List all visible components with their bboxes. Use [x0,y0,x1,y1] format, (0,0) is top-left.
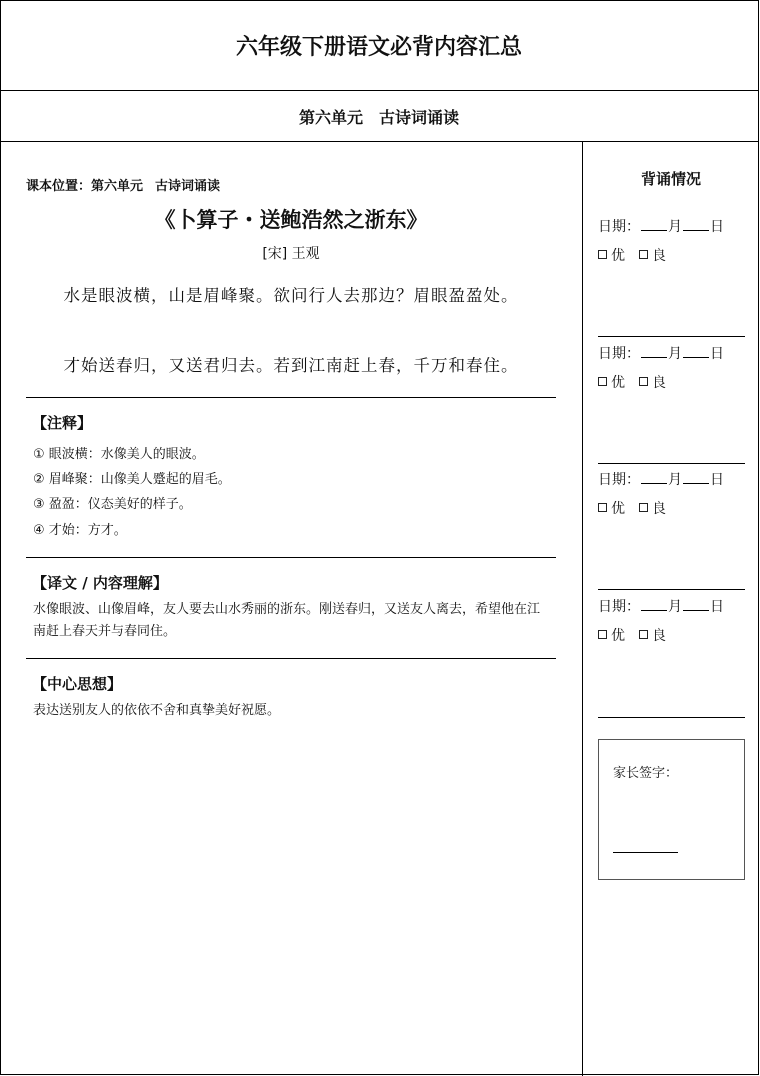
checkbox-good[interactable]: 良 [639,248,666,264]
unit-label: 第六单元 [298,107,363,127]
textbook-location [26,175,220,194]
note-item-4: ④ 才始：方才。 [33,523,127,538]
rating-options [598,372,666,392]
rating-options [598,625,666,645]
checkbox-excellent[interactable]: 优 [598,375,625,391]
checkbox-good[interactable]: 良 [639,375,666,391]
checkbox-excellent[interactable]: 优 [598,248,625,264]
theme-text: 表达送别友人的依依不舍和真挚美好祝愿。 [33,703,281,718]
rating-options [598,245,666,265]
poem-line-2: 才始送春归，又送君归去。若到江南赶上春，千万和春住。 [63,356,519,375]
unit-topic: 古诗词诵读 [379,107,460,127]
date-field[interactable]: 日期： 月 日 [598,216,724,236]
translation-text: 水像眼波、山像眉峰，友人要去山水秀丽的浙东。刚送春归，又送友人离去，希望他在江南赶上春天并与春同住。 [33,602,541,639]
recitation-divider [598,589,745,590]
recitation-divider [598,463,745,464]
signature-line[interactable] [613,852,678,853]
poem-line-1: 水是眼波横，山是眉峰聚。欲问行人去那边？眉眼盈盈处。 [63,286,519,305]
column-divider [582,142,583,1076]
checkbox-good[interactable]: 良 [639,628,666,644]
checkbox-excellent[interactable]: 优 [598,501,625,517]
date-field[interactable]: 日期： 月 日 [598,596,724,616]
section-divider [26,658,556,659]
recitation-divider [598,717,745,718]
rating-options [598,498,666,518]
unit-header [0,91,758,142]
poem-title: 《卜算子・送鲍浩然之浙东》 [154,207,428,232]
document-title: 六年级下册语文必背内容汇总 [0,0,758,91]
section-divider [26,397,556,398]
section-divider [26,557,556,558]
note-item-3: ③ 盈盈：仪态美好的样子。 [33,497,192,512]
note-item-2: ② 眉峰聚：山像美人蹙起的眉毛。 [33,472,231,487]
note-item-1: ① 眼波横：水像美人的眼波。 [33,447,205,462]
date-field[interactable]: 日期： 月 日 [598,343,724,363]
poem-author: [宋] 王观 [262,246,320,262]
recitation-heading: 背诵情况 [640,170,701,188]
location-label: 课本位置：第六单元 [26,179,144,194]
parent-signature-label: 家长签字： [613,766,679,781]
date-field[interactable]: 日期： 月 日 [598,469,724,489]
checkbox-excellent[interactable]: 优 [598,628,625,644]
recitation-divider [598,336,745,337]
parent-signature-box [598,739,745,880]
translation-heading: 【译文 / 内容理解】 [32,574,168,592]
notes-heading: 【注释】 [32,414,93,432]
theme-heading: 【中心思想】 [32,675,123,693]
checkbox-good[interactable]: 良 [639,501,666,517]
location-topic: 古诗词诵读 [155,179,221,194]
